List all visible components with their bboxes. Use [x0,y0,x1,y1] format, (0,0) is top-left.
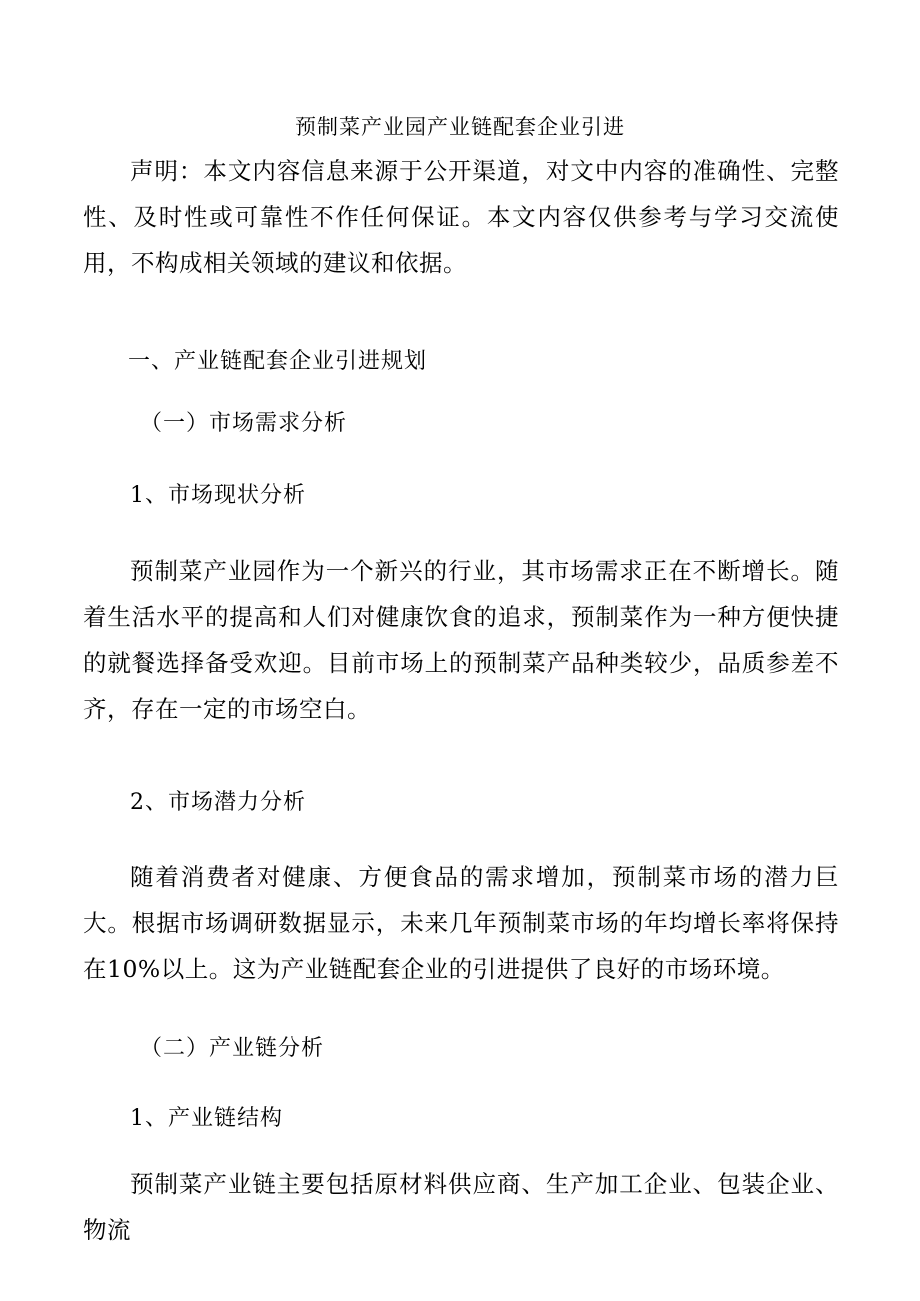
subsection-heading-1: （一）市场需求分析 [140,411,348,436]
disclaimer-paragraph: 声明：本文内容信息来源于公开渠道，对文中内容的准确性、完整性、及时性或可靠性不作任何保证。本文内容仅供参考与学习交流使用，不构成相关领域的建议和依据。 [83,157,839,277]
subsection-heading-2: （二）产业链分析 [140,1036,325,1061]
chain-structure-paragraph: 预制菜产业链主要包括原材料供应商、生产加工企业、包装企业、物流 [83,1170,839,1244]
market-potential-paragraph: 随着消费者对健康、方便食品的需求增加，预制菜市场的潜力巨大。根据市场调研数据显示，未来几年预制菜市场的年均增长率将保持在10%以上。这为产业链配套企业的引进提供了良好的市场环境。 [83,863,839,983]
item-heading-market-potential: 2、市场潜力分析 [130,790,306,815]
document-title: 预制菜产业园产业链配套企业引进 [295,115,625,139]
item-heading-market-status: 1、市场现状分析 [130,483,306,508]
item-heading-chain-structure: 1、产业链结构 [130,1106,283,1131]
market-status-paragraph: 预制菜产业园作为一个新兴的行业，其市场需求正在不断增长。随着生活水平的提高和人们对健康饮食的追求，预制菜作为一种方便快捷的就餐选择备受欢迎。目前市场上的预制菜产品种类较少，品质参差不齐，存在一定的市场空白。 [83,557,839,723]
section-heading-1: 一、产业链配套企业引进规划 [128,349,428,374]
